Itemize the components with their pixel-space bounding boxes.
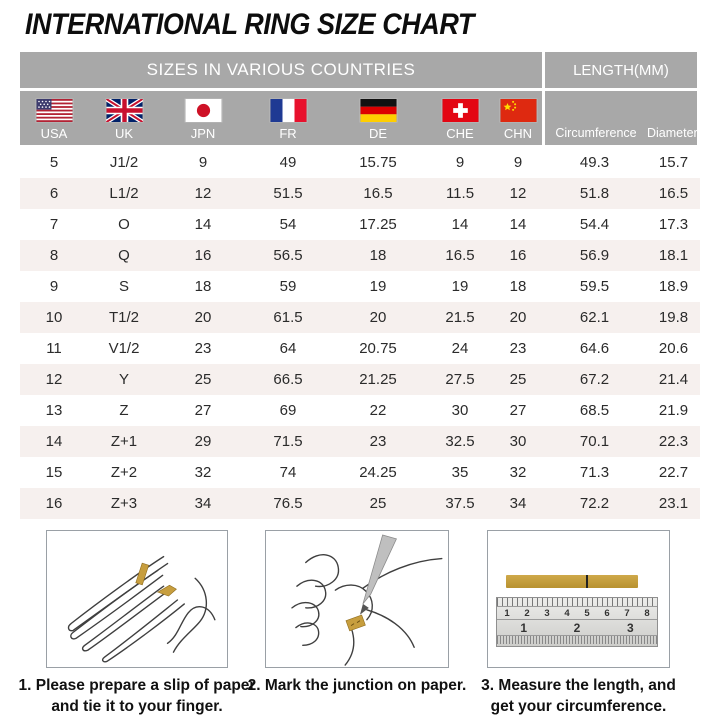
size-table-body <box>20 147 700 519</box>
ruler-number: 4 <box>564 607 570 619</box>
instruction-caption-2: 2. Mark the junction on paper. <box>247 677 467 694</box>
flag-uk-icon <box>106 99 143 122</box>
column-header-circumference: Circumference <box>555 126 637 140</box>
table-cell: 18.9 <box>658 278 689 295</box>
table-cell: 22 <box>369 402 387 419</box>
column-label-chn: CHN <box>503 126 533 141</box>
table-cell: 13 <box>45 402 63 419</box>
table-cell: 20 <box>509 309 527 326</box>
table-row <box>20 395 700 426</box>
marking-junction-with-pen-illustration <box>266 531 448 667</box>
table-cell: L1/2 <box>109 185 139 202</box>
junction-mark <box>586 575 588 588</box>
table-cell: 20.75 <box>359 340 397 357</box>
table-cell: 18 <box>369 247 387 264</box>
table-cell: 56.5 <box>273 247 303 264</box>
table-cell: V1/2 <box>108 340 140 357</box>
column-label-fr: FR <box>279 126 297 141</box>
table-cell: 20 <box>369 309 387 326</box>
flag-usa-icon <box>36 99 73 122</box>
table-cell: 15.7 <box>658 154 689 171</box>
table-cell: 67.2 <box>579 371 610 388</box>
table-cell: 23 <box>509 340 527 357</box>
flag-china-icon <box>500 99 537 122</box>
instruction-figure-1 <box>46 530 228 668</box>
table-cell: 21.9 <box>658 402 689 419</box>
instruction-caption-1: 1. Please prepare a slip of paper and tie it to your finger. <box>18 677 256 715</box>
flag-germany-icon <box>360 99 397 122</box>
column-label-uk: UK <box>114 126 134 141</box>
table-cell: 71.3 <box>579 464 610 481</box>
table-cell: 66.5 <box>273 371 303 388</box>
table-cell: 64 <box>279 340 297 357</box>
column-header-jpn <box>160 91 246 145</box>
table-row <box>20 147 700 178</box>
table-cell: Z+2 <box>110 464 138 481</box>
instruction-figure-2 <box>265 530 449 668</box>
table-cell: 19 <box>451 278 469 295</box>
table-cell: 6 <box>49 185 59 202</box>
table-cell: O <box>118 216 130 233</box>
table-cell: 35 <box>451 464 469 481</box>
table-cell: 23.1 <box>658 495 689 512</box>
column-header-usa <box>20 91 88 145</box>
table-cell: 70.1 <box>579 433 610 450</box>
table-cell: 37.5 <box>445 495 475 512</box>
table-cell: 21.5 <box>445 309 475 326</box>
table-cell: 25 <box>509 371 527 388</box>
table-cell: 32 <box>194 464 212 481</box>
table-cell: 14 <box>451 216 469 233</box>
table-cell: 16 <box>509 247 527 264</box>
ruler-number: 3 <box>544 607 550 619</box>
table-cell: 34 <box>509 495 527 512</box>
table-cell: 27.5 <box>445 371 475 388</box>
ruler-number: 2 <box>573 620 581 635</box>
flag-switzerland-icon <box>442 99 479 122</box>
table-cell: 12 <box>509 185 527 202</box>
table-cell: 72.2 <box>579 495 610 512</box>
ruler-fine-ticks <box>497 636 657 644</box>
table-cell: 20.6 <box>658 340 689 357</box>
table-cell: 19 <box>369 278 387 295</box>
ruler-number: 3 <box>626 620 634 635</box>
ruler-number: 5 <box>584 607 590 619</box>
length-columns-row <box>545 91 697 145</box>
table-row <box>20 364 700 395</box>
table-cell: 49.3 <box>579 154 610 171</box>
page-title: INTERNATIONAL RING SIZE CHART <box>25 8 474 41</box>
table-row <box>20 178 700 209</box>
table-cell: 59 <box>279 278 297 295</box>
table-row <box>20 240 700 271</box>
table-cell: 17.3 <box>658 216 689 233</box>
table-cell: 8 <box>49 247 59 264</box>
table-cell: 76.5 <box>273 495 303 512</box>
table-cell: 25 <box>194 371 212 388</box>
table-cell: 23 <box>369 433 387 450</box>
table-cell: 32 <box>509 464 527 481</box>
table-cell: Z+3 <box>110 495 138 512</box>
table-cell: 61.5 <box>273 309 303 326</box>
table-cell: 18 <box>194 278 212 295</box>
table-cell: 16 <box>194 247 212 264</box>
table-cell: 12 <box>194 185 212 202</box>
table-cell: 54 <box>279 216 297 233</box>
table-cell: 21.25 <box>359 371 397 388</box>
table-cell: 62.1 <box>579 309 610 326</box>
ruler-number: 1 <box>504 607 510 619</box>
table-cell: 15 <box>45 464 63 481</box>
table-row <box>20 488 700 519</box>
flag-france-icon <box>270 99 307 122</box>
table-cell: 20 <box>194 309 212 326</box>
table-cell: 32.5 <box>445 433 475 450</box>
column-header-uk <box>88 91 160 145</box>
table-cell: Z+1 <box>110 433 138 450</box>
table-cell: 18 <box>509 278 527 295</box>
table-cell: 69 <box>279 402 297 419</box>
instruction-figure-3 <box>487 530 670 668</box>
table-cell: 29 <box>194 433 212 450</box>
table-cell: 9 <box>198 154 208 171</box>
column-label-jpn: JPN <box>190 126 216 141</box>
table-cell: 30 <box>451 402 469 419</box>
table-cell: 14 <box>509 216 527 233</box>
table-row <box>20 302 700 333</box>
table-cell: 71.5 <box>273 433 303 450</box>
table-cell: 12 <box>45 371 63 388</box>
ruler-cm-ticks <box>497 598 657 607</box>
column-label-che: CHE <box>446 126 474 141</box>
column-header-che <box>426 91 494 145</box>
column-header-fr <box>246 91 330 145</box>
ruler-number: 6 <box>604 607 610 619</box>
table-cell: 15.75 <box>359 154 397 171</box>
countries-group-header: SIZES IN VARIOUS COUNTRIES <box>20 52 542 88</box>
table-cell: 68.5 <box>579 402 610 419</box>
table-cell: 34 <box>194 495 212 512</box>
ruler-cm-numbers <box>497 607 657 620</box>
ruler-illustration <box>496 597 658 647</box>
table-cell: 11 <box>46 340 62 357</box>
table-cell: 59.5 <box>579 278 610 295</box>
table-cell: 24.25 <box>359 464 397 481</box>
table-cell: 9 <box>455 154 465 171</box>
table-cell: 22.3 <box>658 433 689 450</box>
table-cell: 23 <box>194 340 212 357</box>
table-cell: 9 <box>49 278 59 295</box>
table-row <box>20 209 700 240</box>
table-cell: Z <box>119 402 129 419</box>
table-cell: 25 <box>369 495 387 512</box>
table-row <box>20 271 700 302</box>
table-cell: 27 <box>194 402 212 419</box>
length-group-header: LENGTH(MM) <box>545 52 697 88</box>
table-cell: 14 <box>194 216 212 233</box>
table-cell: 16.5 <box>363 185 393 202</box>
table-cell: S <box>118 278 129 295</box>
ruler-number: 7 <box>624 607 630 619</box>
table-cell: 56.9 <box>579 247 610 264</box>
ruler-number: 2 <box>524 607 530 619</box>
table-cell: 51.5 <box>273 185 303 202</box>
column-header-chn <box>494 91 542 145</box>
flag-japan-icon <box>185 99 222 122</box>
table-cell: 21.4 <box>658 371 689 388</box>
table-cell: Y <box>118 371 129 388</box>
country-flags-row <box>20 91 542 145</box>
table-cell: 27 <box>509 402 527 419</box>
hand-with-paper-strip-illustration <box>47 531 227 667</box>
table-cell: 49 <box>279 154 297 171</box>
table-cell: 10 <box>45 309 63 326</box>
table-cell: 54.4 <box>579 216 610 233</box>
table-cell: 51.8 <box>579 185 610 202</box>
table-cell: 9 <box>513 154 523 171</box>
table-cell: 11.5 <box>445 185 475 202</box>
table-row <box>20 333 700 364</box>
paper-strip <box>506 575 638 588</box>
table-cell: 74 <box>279 464 297 481</box>
table-cell: 22.7 <box>658 464 689 481</box>
table-cell: 19.8 <box>658 309 689 326</box>
table-row <box>20 426 700 457</box>
column-header-diameter: Diameter <box>647 126 698 140</box>
table-cell: T1/2 <box>108 309 139 326</box>
table-cell: 16.5 <box>445 247 475 264</box>
table-cell: 7 <box>49 216 59 233</box>
column-header-de <box>330 91 426 145</box>
table-cell: J1/2 <box>109 154 139 171</box>
table-cell: 64.6 <box>579 340 610 357</box>
table-cell: 14 <box>45 433 63 450</box>
table-cell: Q <box>118 247 130 264</box>
ruler-number: 1 <box>520 620 527 635</box>
table-cell: 5 <box>49 154 59 171</box>
table-row <box>20 457 700 488</box>
table-cell: 30 <box>509 433 527 450</box>
table-cell: 18.1 <box>658 247 689 264</box>
ruler-number: 8 <box>644 607 650 619</box>
table-cell: 17.25 <box>359 216 397 233</box>
table-cell: 24 <box>451 340 469 357</box>
column-label-che: DE <box>368 126 388 141</box>
column-label-usa: USA <box>40 126 68 141</box>
table-cell: 16.5 <box>658 185 689 202</box>
ruler-inch-numbers <box>497 620 657 636</box>
table-cell: 16 <box>45 495 63 512</box>
instruction-caption-3: 3. Measure the length, and get your circumference. <box>481 677 676 715</box>
